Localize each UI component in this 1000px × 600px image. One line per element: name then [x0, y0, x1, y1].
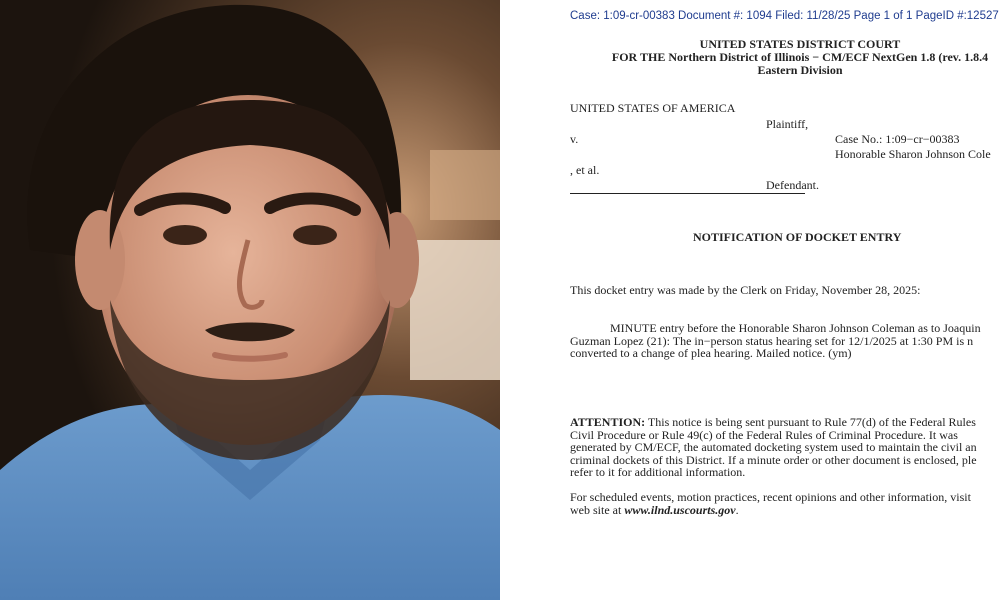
defendant-label: Defendant. [766, 178, 819, 192]
events-paragraph [570, 491, 1000, 516]
attention-label: ATTENTION: [570, 415, 646, 429]
notice-title: NOTIFICATION OF DOCKET ENTRY [693, 230, 902, 244]
defendant-name: , et al. [570, 163, 600, 177]
attention-line: generated by CM/ECF, the automated docketing system used to maintain the civil an [570, 440, 977, 454]
attention-line: refer to it for additional information. [570, 465, 746, 479]
court-division: Eastern Division [757, 63, 843, 77]
attention-paragraph [570, 416, 1000, 479]
court-name: UNITED STATES DISTRICT COURT [699, 37, 901, 51]
minute-entry [570, 322, 1000, 360]
court-heading [500, 38, 1000, 77]
caption-divider [570, 193, 805, 194]
court-district: FOR THE Northern District of Illinois − CM/ECF NextGen 1.8 (rev. 1.8.4 [611, 50, 989, 64]
case-header-line: Case: 1:09-cr-00383 Document #: 1094 Filed: 11/28/25 Page 1 of 1 PageID #:12527 [570, 10, 999, 22]
events-line [570, 504, 1000, 517]
plaintiff-name: UNITED STATES OF AMERICA [570, 101, 736, 115]
court-website-link[interactable]: www.ilnd.uscourts.gov [624, 502, 736, 517]
attention-line: Civil Procedure or Rule 49(c) of the Federal Rules of Criminal Procedure. It was [570, 427, 958, 442]
plaintiff-label: Plaintiff, [766, 117, 809, 131]
events-suffix: . [735, 502, 739, 517]
entry-intro: This docket entry was made by the Clerk on Friday, November 28, 2025: [570, 283, 921, 297]
docket-notice-document [500, 0, 1000, 600]
attention-text: This notice is being sent pursuant to Rule 77(d) of the Federal Rules [647, 415, 976, 429]
minute-entry-line: MINUTE entry before the Honorable Sharon Johnson Coleman as to Joaquin [610, 321, 981, 335]
attention-line [570, 416, 1000, 429]
events-line: For scheduled events, motion practices, recent opinions and other information, visit [570, 490, 971, 504]
events-prefix: web site at [570, 502, 622, 517]
versus-label: v. [570, 132, 579, 146]
minute-entry-line: converted to a change of plea hearing. Mailed notice. (ym) [570, 346, 852, 360]
case-number: Case No.: 1:09−cr−00383 [835, 132, 960, 146]
attention-line: criminal dockets of this District. If a minute order or other document is enclosed, ple [570, 452, 977, 467]
judge-name: Honorable Sharon Johnson Cole [835, 147, 991, 161]
minute-entry-line: Guzman Lopez (21): The in−person status hearing set for 12/1/2025 at 1:30 PM is n [570, 333, 974, 348]
